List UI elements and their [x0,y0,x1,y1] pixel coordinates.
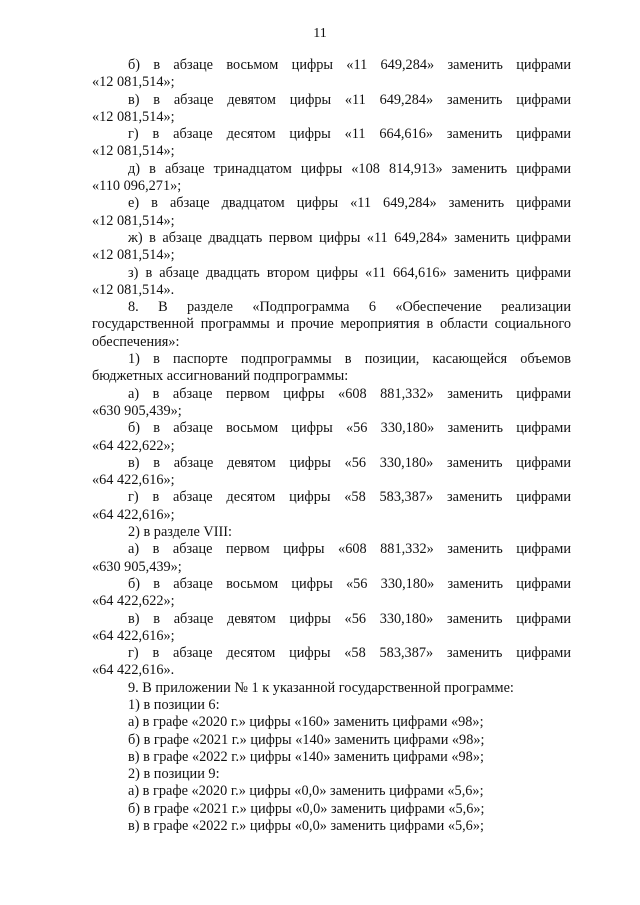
text-line: в) в графе «2022 г.» цифры «140» заменить цифрами «98»; [128,748,484,765]
text-line: «12 081,514»; [92,74,175,91]
text-line: б) в абзаце восьмом цифры «56 330,180» заменить цифрами [128,575,571,592]
text-line: «64 422,616»; [92,627,175,644]
page-number: 11 [313,26,327,41]
text-line: «64 422,616»; [92,506,175,523]
text-line: в) в абзаце девятом цифры «56 330,180» заменить цифрами [128,610,571,627]
text-line: е) в абзаце двадцатом цифры «11 649,284» заменить цифрами [128,195,571,212]
text-line: «630 905,439»; [92,558,182,575]
text-line: ж) в абзаце двадцать первом цифры «11 649,284» заменить цифрами [128,229,571,246]
text-line: «64 422,616»; [92,472,175,489]
document-body [92,57,571,835]
text-line: в) в графе «2022 г.» цифры «0,0» заменить цифрами «5,6»; [128,818,484,835]
text-line: а) в графе «2020 г.» цифры «0,0» заменить цифрами «5,6»; [128,783,484,800]
text-line: 1) в паспорте подпрограммы в позиции, касающейся объемов [128,351,571,368]
text-line: а) в графе «2020 г.» цифры «160» заменить цифрами «98»; [128,714,484,731]
text-line: 8. В разделе «Подпрограмма 6 «Обеспечение реализации [128,299,571,316]
text-line: 9. В приложении № 1 к указанной государственной программе: [128,679,514,696]
text-line: «12 081,514». [92,281,175,298]
text-line: в) в абзаце девятом цифры «56 330,180» заменить цифрами [128,454,571,471]
text-line: в) в абзаце девятом цифры «11 649,284» заменить цифрами [128,91,571,108]
text-line: 2) в разделе VIII: [128,524,232,541]
text-line: «12 081,514»; [92,212,175,229]
text-line: 2) в позиции 9: [128,766,220,783]
text-line: з) в абзаце двадцать втором цифры «11 664,616» заменить цифрами [128,264,571,281]
text-line: «12 081,514»; [92,143,175,160]
text-line: а) в абзаце первом цифры «608 881,332» заменить цифрами [128,541,571,558]
text-line: «64 422,622»; [92,437,175,454]
text-line: а) в абзаце первом цифры «608 881,332» заменить цифрами [128,385,571,402]
text-line: «630 905,439»; [92,402,182,419]
text-line: б) в графе «2021 г.» цифры «0,0» заменить цифрами «5,6»; [128,800,485,817]
text-line: б) в графе «2021 г.» цифры «140» заменить цифрами «98»; [128,731,485,748]
text-line: бюджетных ассигнований подпрограммы: [92,368,349,385]
text-line: государственной программы и прочие мероприятия в области социального [92,316,571,333]
text-line: «12 081,514»; [92,247,175,264]
text-line: 1) в позиции 6: [128,696,220,713]
text-line: г) в абзаце десятом цифры «58 583,387» заменить цифрами [128,645,571,662]
text-line: «64 422,622»; [92,593,175,610]
text-line: «64 422,616». [92,662,175,679]
text-line: «12 081,514»; [92,108,175,125]
text-line: г) в абзаце десятом цифры «11 664,616» заменить цифрами [128,126,571,143]
text-line: г) в абзаце десятом цифры «58 583,387» заменить цифрами [128,489,571,506]
text-line: д) в абзаце тринадцатом цифры «108 814,913» заменить цифрами [128,160,571,177]
text-line: б) в абзаце восьмом цифры «56 330,180» заменить цифрами [128,420,571,437]
text-line: «110 096,271»; [92,178,182,195]
text-line: обеспечения»: [92,333,180,350]
text-line: б) в абзаце восьмом цифры «11 649,284» заменить цифрами [128,57,571,73]
